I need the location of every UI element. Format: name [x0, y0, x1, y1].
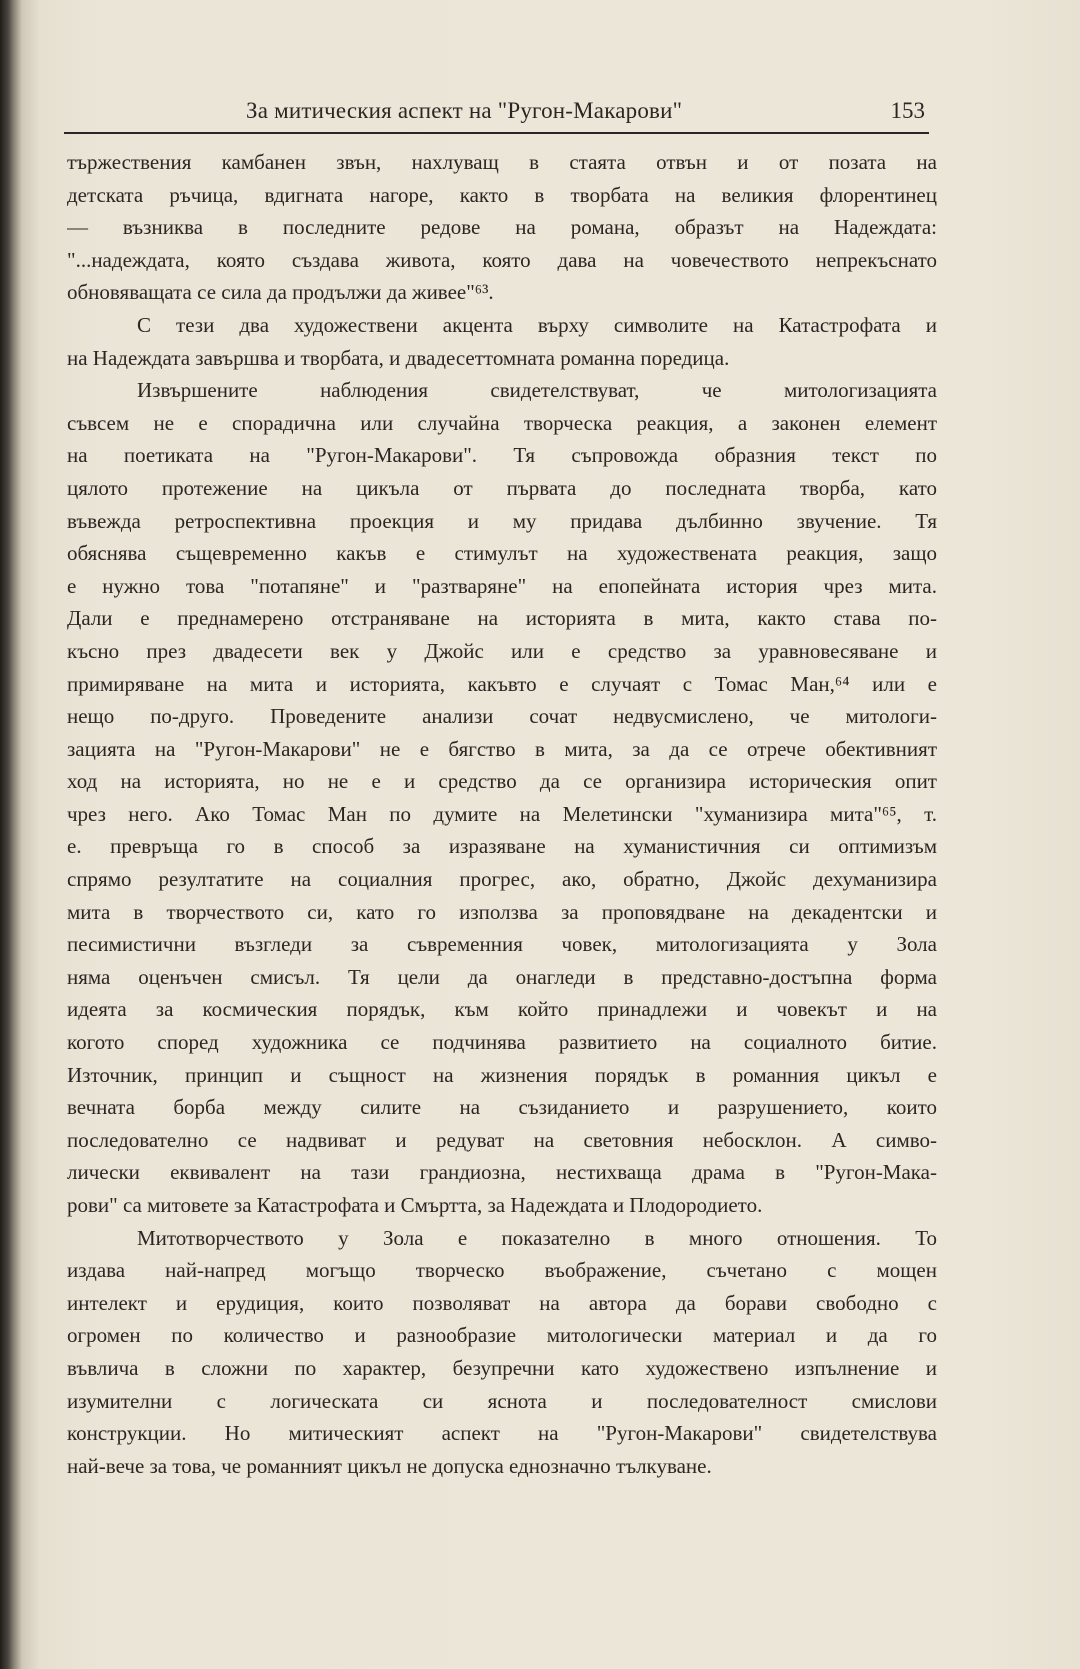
text-line: Митотворчеството у Зола е показателно в много отношения. То: [137, 1225, 937, 1250]
text-line: — възниква в последните редове на романа, образът на Надеждата:: [67, 215, 937, 240]
running-header: [64, 92, 929, 134]
text-line: изумителни с логическата си яснота и последователност смислови: [67, 1388, 937, 1413]
paragraph: [67, 309, 937, 374]
text-line: С тези два художествени акцента върху символите на Катастрофата и: [137, 312, 937, 337]
text-line: късно през двадесети век у Джойс или е средство за уравновесяване и: [67, 638, 937, 663]
text-line: примиряване на мита и историята, какъвто е случаят с Томас Ман,⁶⁴ или е: [67, 671, 937, 696]
paragraph: [67, 1222, 937, 1483]
paragraph: [67, 146, 937, 309]
text-line: последователно се надвиват и редуват на световния небосклон. А симво-: [67, 1127, 937, 1152]
text-line: огромен по количество и разнообразие митологически материал и да го: [67, 1323, 937, 1348]
text-line: детската ръчица, вдигната нагоре, както в творбата на великия флорентинец: [67, 182, 937, 207]
text-line: нещо по-друго. Проведените анализи сочат недвусмислено, че митологи-: [67, 704, 937, 729]
text-line: чрез него. Ако Томас Ман по думите на Мелетински "хуманизира мита"⁶⁵, т.: [67, 801, 937, 826]
text-line: зацията на "Ругон-Макарови" не е бягство в мита, за да се отрече обективният: [67, 736, 937, 761]
text-line: мита в творчеството си, като го използва за проповядване на декадентски и: [67, 899, 937, 924]
text-line: конструкции. Но митическият аспект на "Ругон-Макарови" свидетелствува: [67, 1421, 937, 1446]
text-line: интелект и ерудиция, които позволяват на автора да борави свободно с: [67, 1290, 937, 1315]
text-line: на поетиката на "Ругон-Макарови". Тя съпровожда образния текст по: [67, 443, 937, 468]
text-line: Дали е преднамерено отстраняване на историята в мита, както става по-: [67, 606, 937, 631]
text-line: е нужно това "потапяне" и "разтваряне" на епопейната история чрез мита.: [67, 573, 937, 598]
paragraph: [67, 374, 937, 1221]
text-line: въвлича в сложни по характер, безупречни като художествено изпълнение и: [67, 1355, 937, 1380]
text-line: спрямо резултатите на социалния прогрес, ако, обратно, Джойс дехуманизира: [67, 867, 937, 892]
text-line: идеята за космическия порядък, към който принадлежи и човекът и на: [67, 997, 937, 1022]
running-title: За митическия аспект на "Ругон-Макарови": [246, 98, 683, 123]
text-line: лически еквивалент на тази грандиозна, нестихваща драма в "Ругон-Мака-: [67, 1160, 937, 1185]
text-line: най-вече за това, че романният цикъл не допуска еднозначно тълкуване.: [67, 1453, 712, 1478]
text-line: е. превръща го в способ за изразяване на хуманистичния си оптимизъм: [67, 834, 937, 859]
text-line: на Надеждата завършва и творбата, и двадесеттомната романна поредица.: [67, 345, 730, 370]
text-line: рови" са митовете за Катастрофата и Смъртта, за Надеждата и Плодородието.: [67, 1193, 763, 1217]
text-line: съвсем не е спорадична или случайна творческа реакция, а законен елемент: [67, 410, 937, 435]
text-line: "...надеждата, която създава живота, която дава на човечеството непрекъснато: [67, 247, 937, 272]
text-line: тържествения камбанен звън, нахлуващ в стаята отвън и от позата на: [67, 150, 937, 174]
text-line: Извършените наблюдения свидетелствуват, че митологизацията: [137, 378, 937, 403]
text-line: цялото протежение на цикъла от първата до последната творба, като: [67, 475, 937, 500]
text-line: няма оценъчен смисъл. Тя цели да онагледи в представно-достъпна форма: [67, 964, 937, 989]
text-line: вечната борба между силите на съзиданието и разрушението, които: [67, 1095, 937, 1120]
text-line: обновяващата се сила да продължи да живее"⁶³.: [67, 280, 494, 305]
text-line: когото според художника се подчинява развитието на социалното битие.: [67, 1030, 937, 1055]
text-line: Източник, принцип и същност на жизнения порядък в романния цикъл е: [67, 1062, 937, 1087]
page-number: 153: [890, 98, 925, 123]
text-line: ход на историята, но не е и средство да се организира историческия опит: [67, 769, 937, 794]
text-line: въвежда ретроспективна проекция и му придава дълбинно звучение. Тя: [67, 508, 937, 533]
text-line: песимистични възгледи за съвременния човек, митологизацията у Зола: [67, 932, 937, 957]
body-text: [67, 146, 937, 1482]
text-line: обяснява същевременно какъв е стимулът на художествената реакция, защо: [67, 541, 937, 566]
text-line: издава най-напред могъщо творческо въображение, съчетано с мощен: [67, 1258, 937, 1283]
